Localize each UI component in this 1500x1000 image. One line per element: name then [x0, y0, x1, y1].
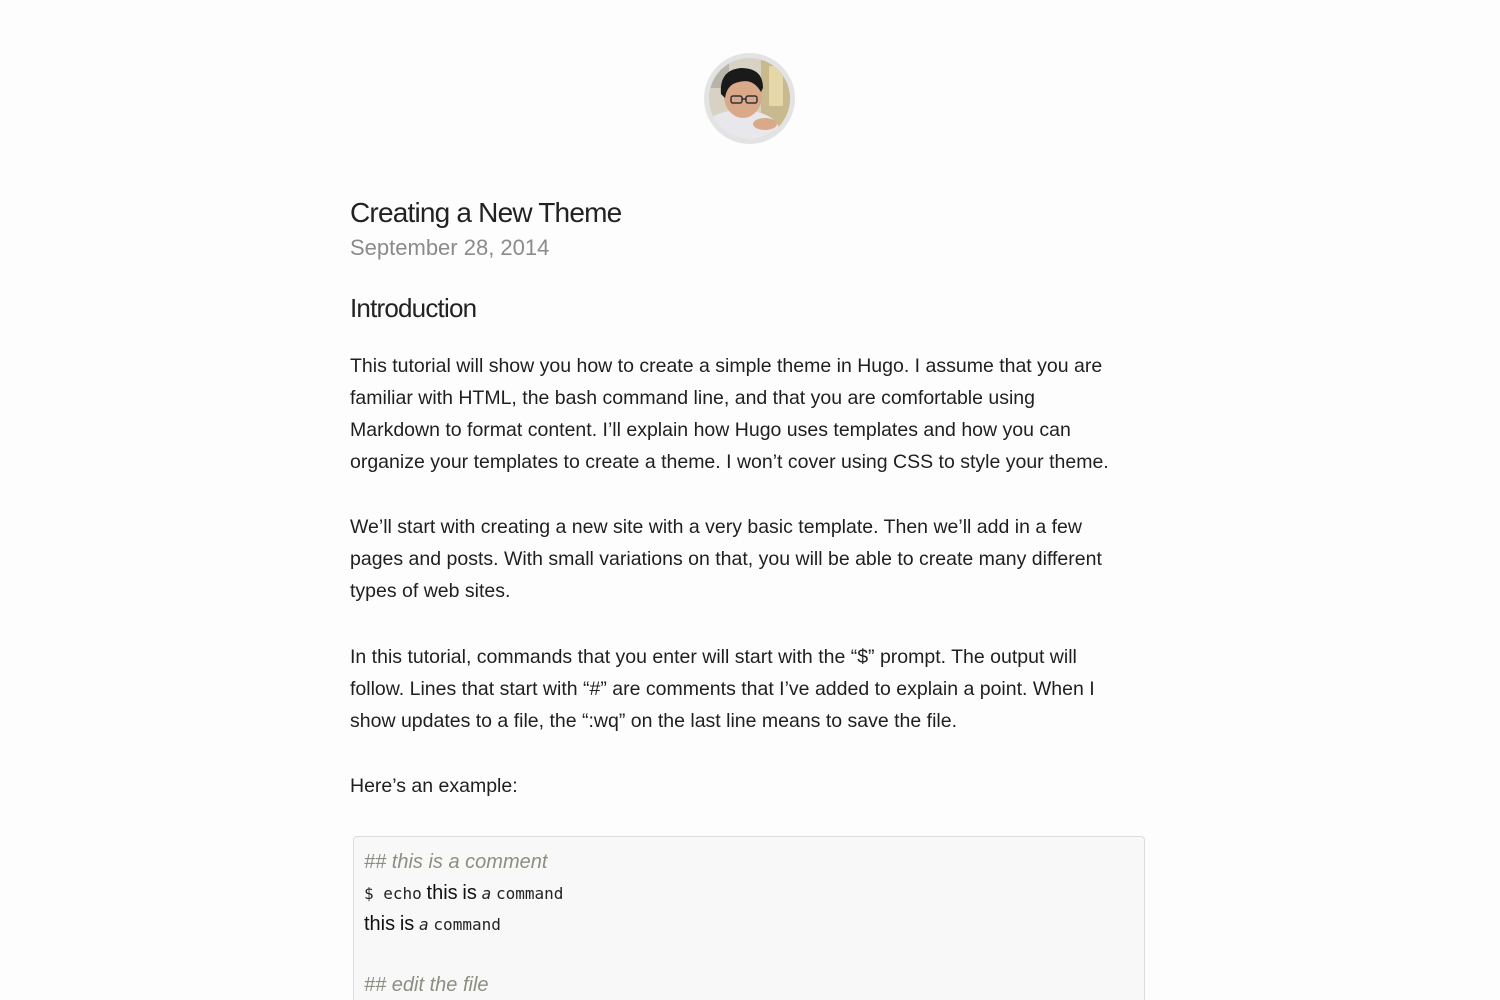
author-avatar[interactable]	[704, 53, 795, 144]
paragraph-line: Markdown to format content. I’ll explain how Hugo uses templates and how you can	[350, 419, 1071, 441]
code-line-command	[364, 878, 1144, 909]
code-keyword: this	[426, 882, 458, 904]
post-title: Creating a New Theme	[350, 197, 622, 228]
code-comment: ## this is a comment	[364, 851, 548, 873]
section-heading-introduction: Introduction	[350, 293, 477, 323]
paragraph-example-intro	[350, 770, 1150, 802]
code-keyword: is	[399, 913, 415, 935]
paragraph-line: pages and posts. With small variations on that, you will be able to create many different	[350, 548, 1102, 570]
code-word: command	[433, 915, 501, 934]
code-keyword: is	[462, 882, 477, 904]
paragraph-conventions	[350, 641, 1150, 737]
avatar-portrait-icon	[709, 58, 790, 139]
paragraph-line: Here’s an example:	[350, 775, 518, 797]
code-line-comment	[364, 970, 1144, 1000]
avatar-photo	[709, 58, 790, 139]
code-word: command	[495, 884, 564, 903]
paragraph-line: In this tutorial, commands that you enter will start with the “$” prompt. The output will	[350, 646, 1077, 668]
paragraph-line: familiar with HTML, the bash command line, and that you are comfortable using	[350, 387, 1035, 409]
paragraph-line: show updates to a file, the “:wq” on the last line means to save the file.	[350, 710, 958, 732]
post-date: September 28, 2014	[350, 235, 550, 260]
code-blank-line	[364, 940, 1144, 970]
paragraph-line: types of web sites.	[350, 580, 511, 602]
paragraph-line: organize your templates to create a theme. I won’t cover using CSS to style your theme.	[350, 451, 1109, 473]
paragraph-line: We’ll start with creating a new site with a very basic template. Then we’ll add in a few	[350, 516, 1082, 538]
code-keyword: this	[364, 913, 396, 935]
code-word: a	[481, 884, 492, 903]
code-word: a	[419, 915, 429, 934]
paragraph-line: This tutorial will show you how to create a simple theme in Hugo. I assume that you are	[350, 355, 1103, 377]
paragraph-plan	[350, 511, 1150, 607]
paragraph-line: follow. Lines that start with “#” are comments that I’ve added to explain a point. When I	[350, 678, 1095, 700]
code-comment: ## edit the file	[364, 974, 489, 996]
code-line-output	[364, 909, 1144, 940]
code-block[interactable]	[353, 836, 1145, 1000]
paragraph-intro	[350, 350, 1150, 478]
code-prompt: $ echo	[364, 884, 422, 903]
code-line-comment	[364, 847, 1144, 878]
